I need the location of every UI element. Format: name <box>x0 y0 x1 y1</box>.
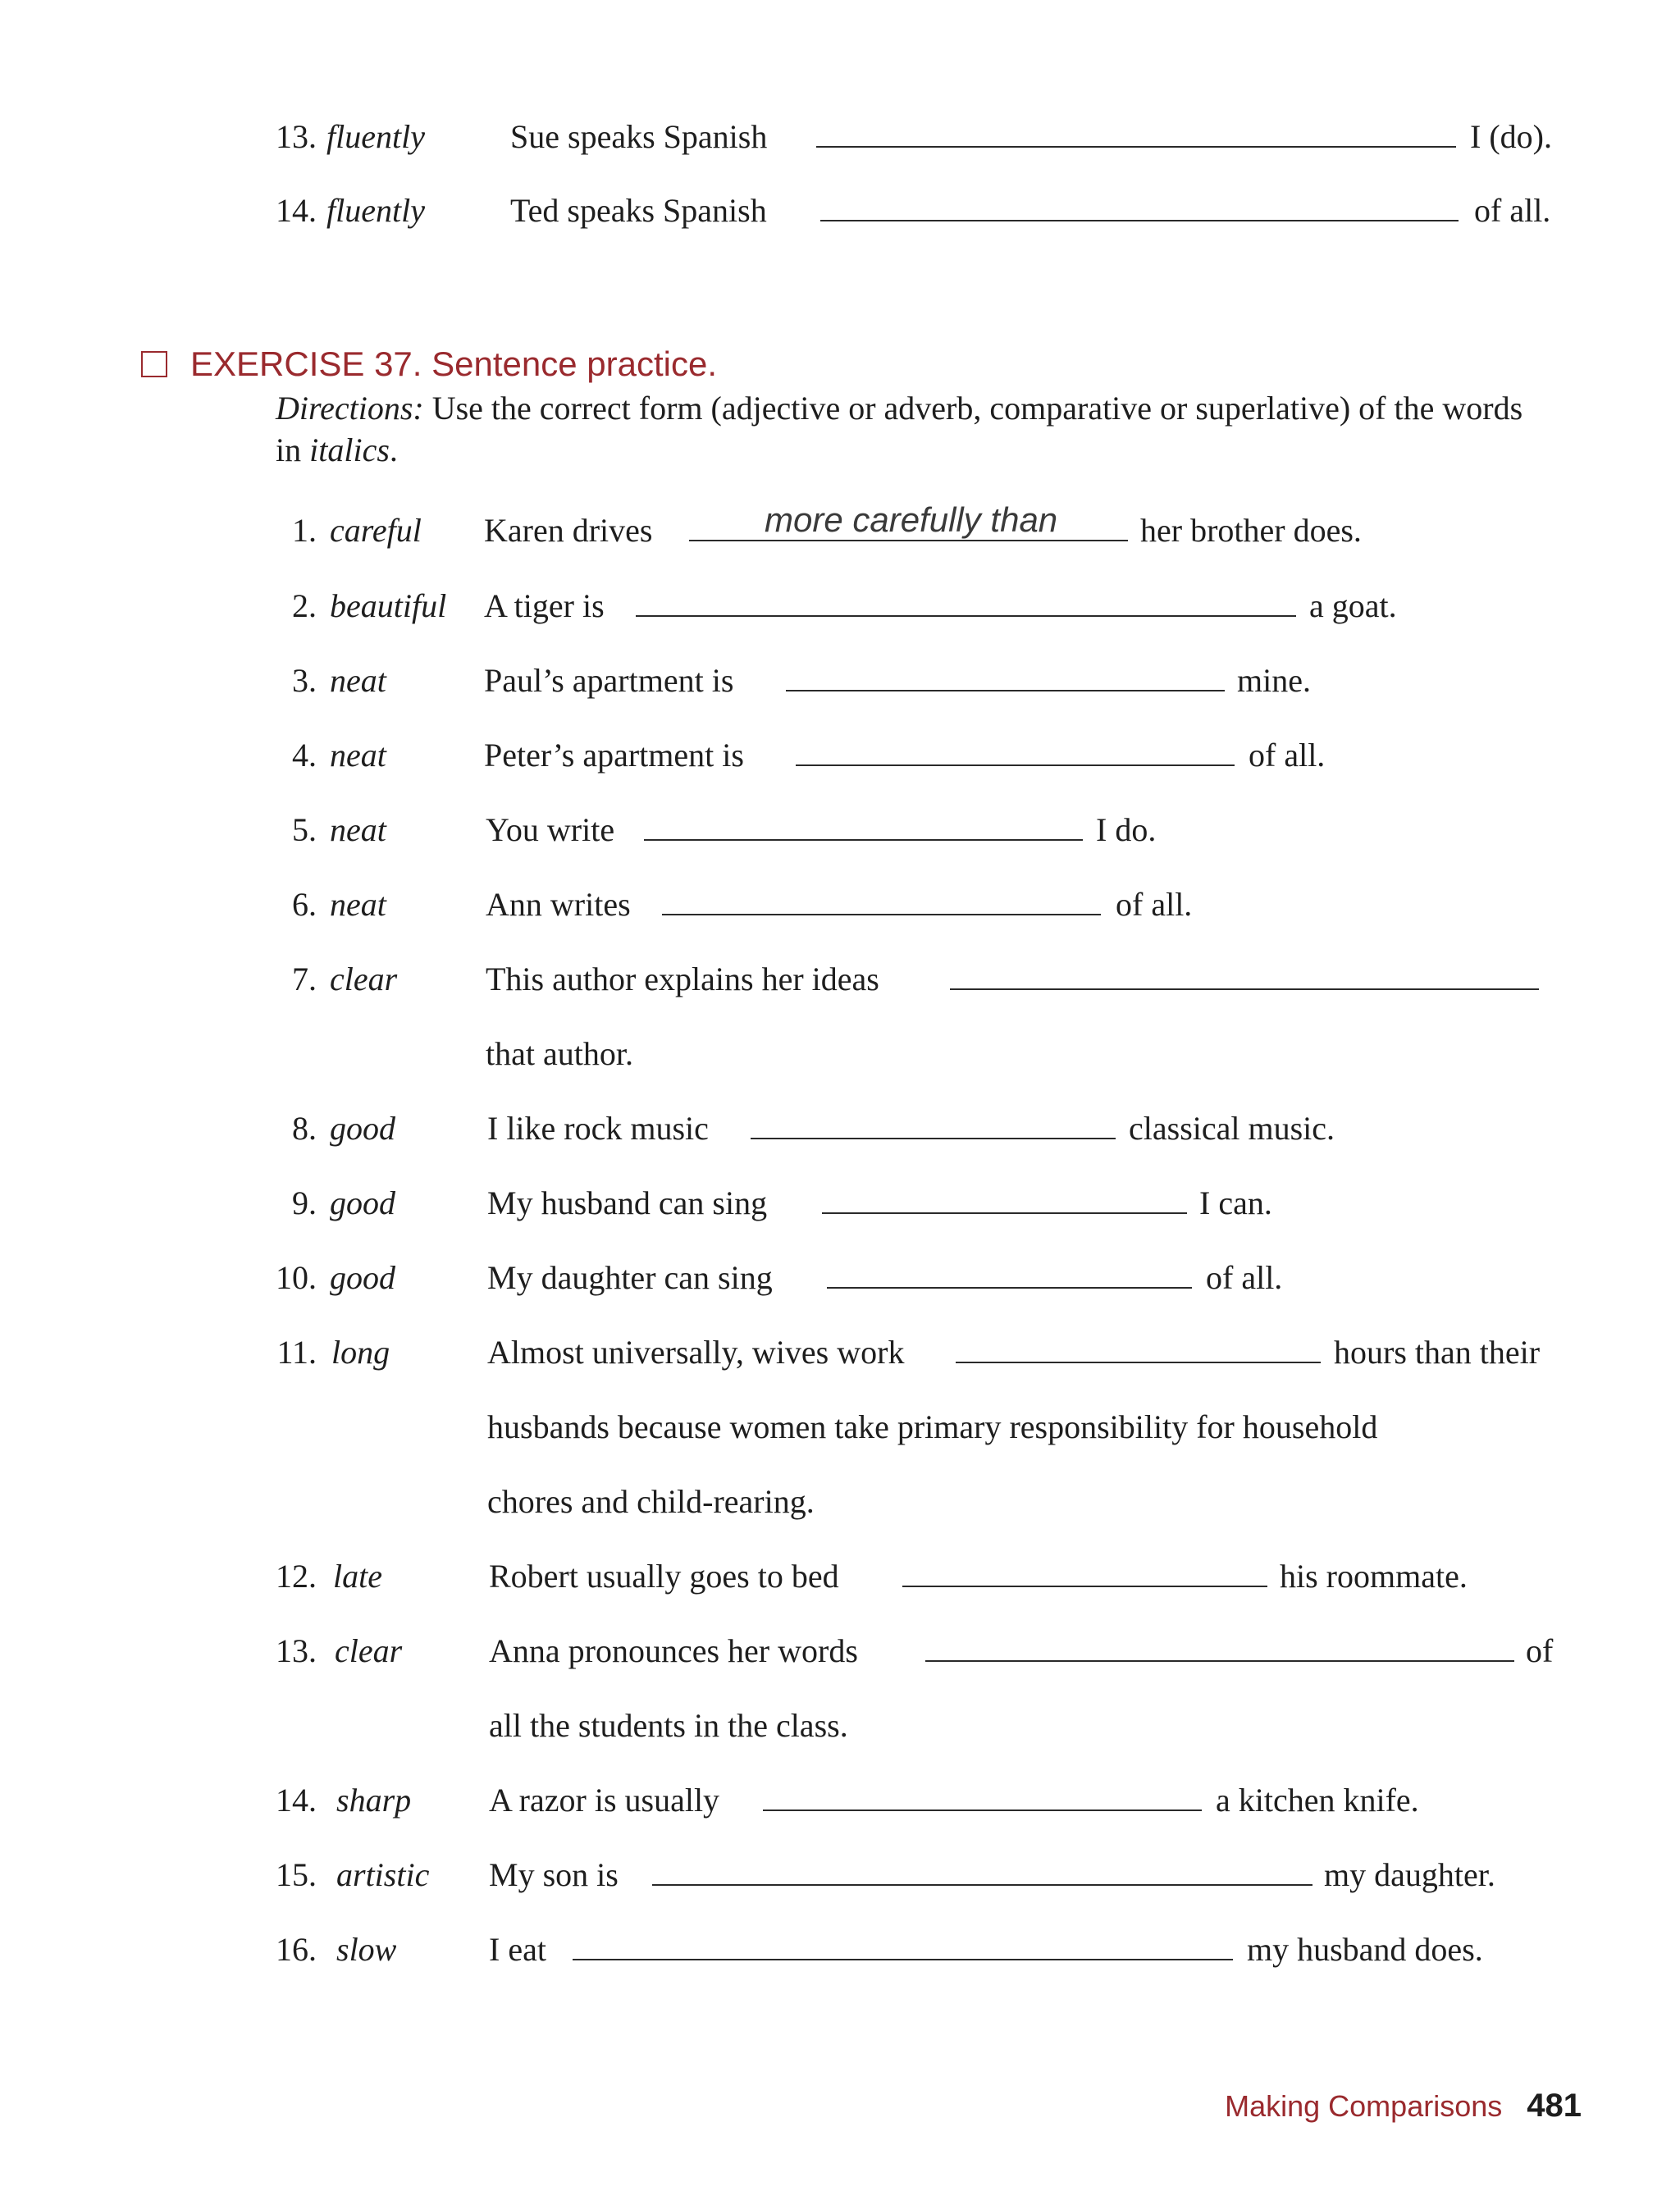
item-text-before: This author explains her ideas <box>486 961 879 997</box>
item-text-before: Robert usually goes to bed <box>489 1558 839 1595</box>
directions <box>276 387 1555 471</box>
answer-blank[interactable] <box>902 1586 1267 1587</box>
exercise-item-13-continuation <box>0 1679 1680 1745</box>
item-text-after: his roommate. <box>1280 1558 1468 1595</box>
directions-label: Directions: <box>276 390 424 427</box>
item-number: 7. <box>292 961 317 997</box>
item-text-before: A razor is usually <box>489 1782 720 1819</box>
item-text-after: hours than their <box>1334 1334 1541 1371</box>
item-cue: fluently <box>326 118 425 155</box>
item-text-before: Karen drives <box>484 512 653 549</box>
answer-blank[interactable] <box>573 1959 1233 1960</box>
item-text-after: I (do). <box>1470 118 1552 155</box>
item-cue: beautiful <box>330 587 447 624</box>
item-text-before: My daughter can sing <box>487 1259 773 1296</box>
answer-blank[interactable] <box>820 220 1459 221</box>
answer-blank[interactable] <box>636 615 1296 617</box>
item-number: 13. <box>276 118 317 155</box>
item-text-before: I like rock music <box>487 1110 709 1147</box>
answer-blank[interactable] <box>925 1660 1514 1662</box>
exercise-item-4 <box>0 709 1680 774</box>
item-text-before: Paul’s apartment is <box>484 662 734 699</box>
directions-end: . <box>389 431 398 468</box>
example-answer: more carefully than <box>765 500 1058 539</box>
item-cue: careful <box>330 512 422 549</box>
answer-blank[interactable] <box>751 1138 1116 1139</box>
item-cue: sharp <box>336 1782 412 1819</box>
item-cue: good <box>330 1184 395 1221</box>
item-text-after: of <box>1526 1632 1554 1669</box>
item-text-after: a goat. <box>1309 587 1397 624</box>
exercise-item-9 <box>0 1157 1680 1222</box>
item-cue: good <box>330 1259 395 1296</box>
item-text-before: Almost universally, wives work <box>487 1334 905 1371</box>
item-number: 2. <box>292 587 317 624</box>
answer-blank[interactable] <box>652 1884 1312 1886</box>
item-text-before: A tiger is <box>484 587 605 624</box>
item-text-after: a kitchen knife. <box>1216 1782 1419 1819</box>
item-cue: fluently <box>326 192 425 229</box>
item-cue: good <box>330 1110 395 1147</box>
item-text-before: Ann writes <box>486 886 631 923</box>
exercise-header <box>141 345 717 384</box>
item-text-after: I can. <box>1199 1184 1272 1221</box>
exercise-item-11-continuation-1 <box>0 1381 1680 1446</box>
item-cue: artistic <box>336 1856 430 1893</box>
answer-blank[interactable] <box>689 540 1128 541</box>
answer-blank[interactable] <box>950 988 1539 990</box>
item-continuation: chores and child-rearing. <box>487 1483 815 1520</box>
exercise-item-13 <box>0 1604 1680 1670</box>
item-cue: slow <box>336 1931 397 1968</box>
checkbox-icon[interactable] <box>141 351 167 377</box>
item-cue: clear <box>335 1632 403 1669</box>
item-cue: neat <box>330 811 386 848</box>
exercise-item-12 <box>0 1530 1680 1595</box>
answer-blank[interactable] <box>763 1809 1202 1811</box>
item-number: 14. <box>276 1782 317 1819</box>
item-text-before: You write <box>486 811 615 848</box>
item-text-before: Sue speaks Spanish <box>510 118 768 155</box>
exercise-item-10 <box>0 1231 1680 1297</box>
item-number: 5. <box>292 811 317 848</box>
exercise-item-15 <box>0 1828 1680 1894</box>
answer-blank[interactable] <box>827 1287 1192 1289</box>
answer-blank[interactable] <box>662 914 1101 915</box>
item-number: 11. <box>276 1334 317 1371</box>
answer-blank[interactable] <box>786 690 1225 691</box>
item-text-before: Peter’s apartment is <box>484 737 744 774</box>
item-text-before: My son is <box>489 1856 619 1893</box>
directions-text: Use the correct form (adjective or adverb, comparative or superlative) of the words in <box>276 390 1523 468</box>
item-text-after: my daughter. <box>1324 1856 1495 1893</box>
exercise-item-11-continuation-2 <box>0 1455 1680 1521</box>
item-cue: long <box>331 1334 390 1371</box>
answer-blank[interactable] <box>822 1212 1187 1214</box>
item-number: 9. <box>292 1184 317 1221</box>
item-number: 10. <box>276 1259 317 1296</box>
exercise-item-3 <box>0 634 1680 700</box>
exercise-item-14 <box>0 1754 1680 1819</box>
item-cue: neat <box>330 737 386 774</box>
item-number: 6. <box>292 886 317 923</box>
item-text-after: mine. <box>1237 662 1311 699</box>
item-number: 3. <box>292 662 317 699</box>
item-number: 14. <box>276 192 317 229</box>
item-text-before: Anna pronounces her words <box>489 1632 858 1669</box>
exercise-item-2 <box>0 559 1680 625</box>
item-text-after: of all. <box>1249 737 1326 774</box>
item-text-after: her brother does. <box>1140 512 1362 549</box>
item-continuation: husbands because women take primary responsibility for household <box>487 1408 1378 1445</box>
exercise-item-1 <box>0 484 1680 550</box>
item-text-after: my husband does. <box>1247 1931 1483 1968</box>
item-number: 4. <box>292 737 317 774</box>
directions-italic: italics <box>309 431 390 468</box>
top-item-13 <box>0 90 1680 156</box>
item-text-before: I eat <box>489 1931 546 1968</box>
item-number: 8. <box>292 1110 317 1147</box>
item-cue: clear <box>330 961 398 997</box>
item-text-after: I do. <box>1096 811 1157 848</box>
exercise-item-6 <box>0 858 1680 924</box>
item-cue: neat <box>330 662 386 699</box>
item-number: 1. <box>292 512 317 549</box>
page-number: 481 <box>1527 2088 1582 2124</box>
item-text-before: My husband can sing <box>487 1184 768 1221</box>
item-cue: neat <box>330 886 386 923</box>
item-cue: late <box>333 1558 382 1595</box>
item-number: 13. <box>276 1632 317 1669</box>
exercise-item-11 <box>0 1306 1680 1371</box>
exercise-item-5 <box>0 783 1680 849</box>
exercise-title: EXERCISE 37. Sentence practice. <box>190 345 717 383</box>
item-continuation: that author. <box>486 1035 633 1072</box>
exercise-item-16 <box>0 1903 1680 1969</box>
item-number: 15. <box>276 1856 317 1893</box>
item-text-after: of all. <box>1116 886 1193 923</box>
chapter-title: Making Comparisons <box>1225 2089 1503 2123</box>
top-item-14 <box>0 164 1680 230</box>
item-number: 12. <box>276 1558 317 1595</box>
exercise-item-7-continuation <box>0 1007 1680 1073</box>
answer-blank[interactable] <box>796 764 1235 766</box>
item-text-before: Ted speaks Spanish <box>510 192 767 229</box>
exercise-item-8 <box>0 1082 1680 1148</box>
answer-blank[interactable] <box>956 1362 1321 1363</box>
item-continuation: all the students in the class. <box>489 1707 848 1744</box>
answer-blank[interactable] <box>816 146 1456 148</box>
item-number: 16. <box>276 1931 317 1968</box>
answer-blank[interactable] <box>644 839 1083 841</box>
exercise-item-7 <box>0 933 1680 998</box>
item-text-after: classical music. <box>1129 1110 1335 1147</box>
item-text-after: of all. <box>1474 192 1551 229</box>
page-footer <box>1225 2088 1582 2124</box>
item-text-after: of all. <box>1206 1259 1283 1296</box>
